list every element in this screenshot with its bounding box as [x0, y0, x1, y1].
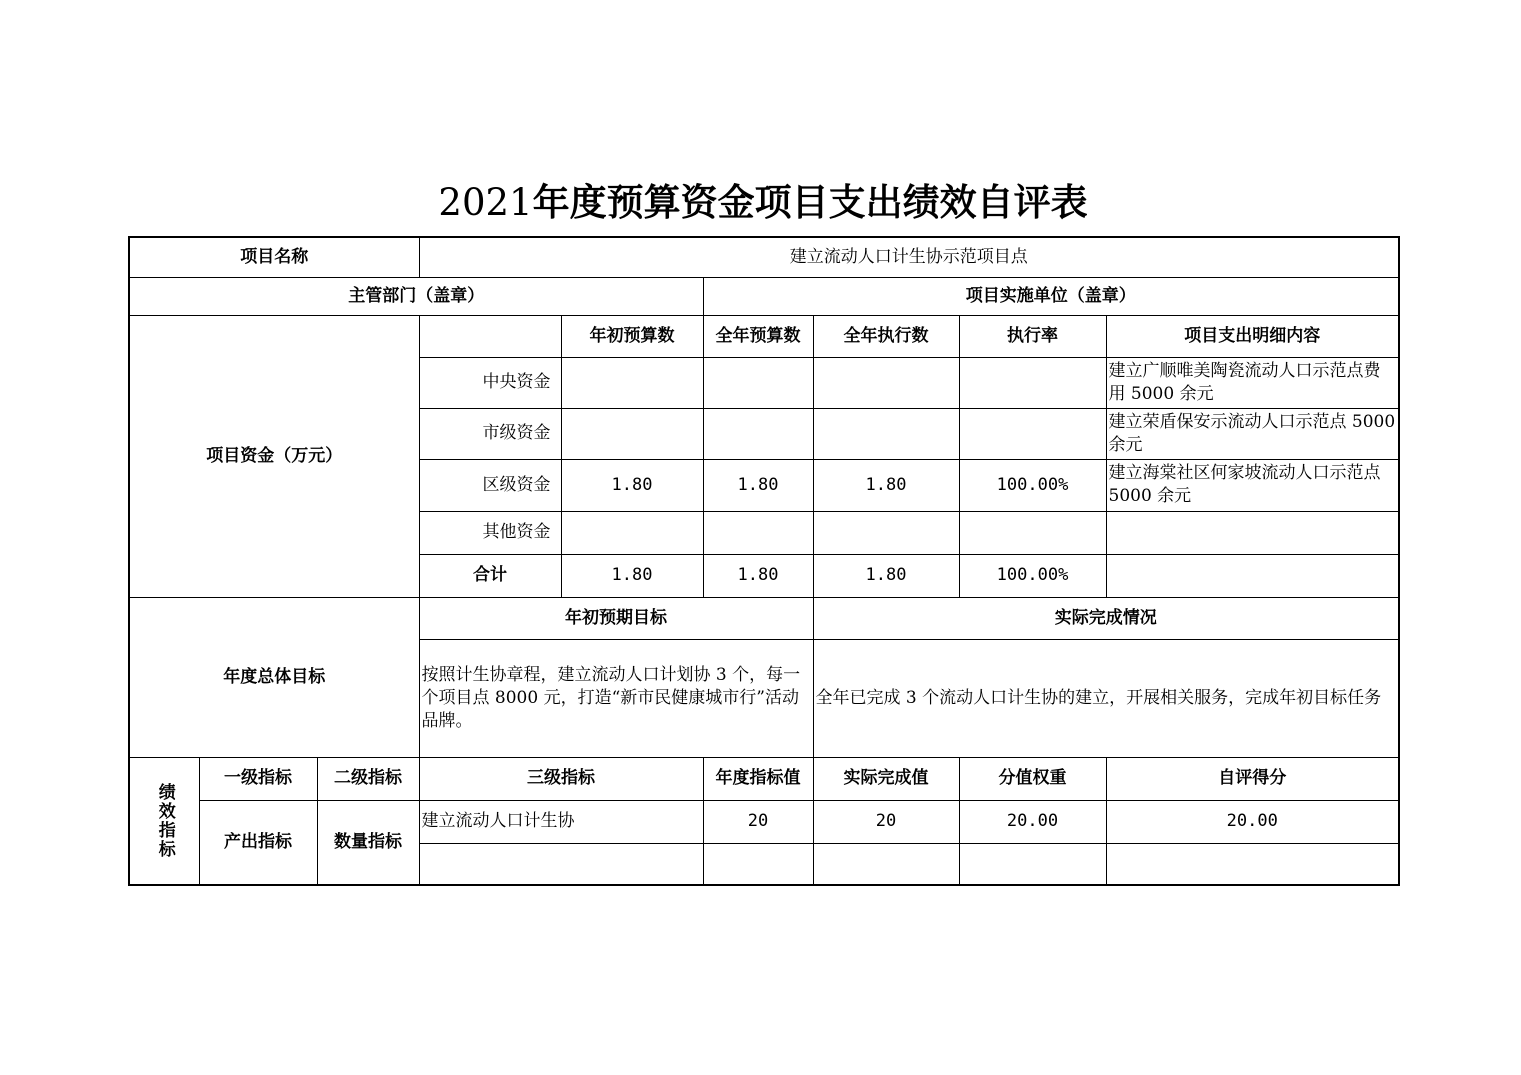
header-initial-budget: 年初预算数: [561, 315, 703, 357]
indicator-level2: 数量指标: [317, 800, 419, 885]
fund-rate: [959, 357, 1106, 408]
evaluation-form-table: [128, 236, 1400, 886]
header-actual: 实际完成值: [813, 757, 959, 800]
fund-name: 区级资金: [419, 459, 561, 511]
department-row: [129, 277, 1399, 315]
fund-rate: [959, 408, 1106, 459]
fund-initial: 1.80: [561, 459, 703, 511]
indicator-actual: 20: [813, 800, 959, 843]
fund-initial: [561, 408, 703, 459]
funds-header-row: [129, 315, 1399, 357]
header-expense-detail: 项目支出明细内容: [1106, 315, 1399, 357]
fund-total-rate: 100.00%: [959, 554, 1106, 597]
fund-name: 市级资金: [419, 408, 561, 459]
fund-name: 其他资金: [419, 511, 561, 554]
fund-annual: [703, 357, 813, 408]
indicator-row: [129, 800, 1399, 843]
fund-detail: 建立荣盾保安示流动人口示范点 5000 余元: [1106, 408, 1399, 459]
fund-detail: 建立海棠社区何家坡流动人口示范点 5000 余元: [1106, 459, 1399, 511]
fund-executed: [813, 511, 959, 554]
fund-total-initial: 1.80: [561, 554, 703, 597]
fund-total-name: 合计: [419, 554, 561, 597]
fund-executed: [813, 357, 959, 408]
fund-total-executed: 1.80: [813, 554, 959, 597]
header-annual-budget: 全年预算数: [703, 315, 813, 357]
header-level3: 三级指标: [419, 757, 703, 800]
header-execution-rate: 执行率: [959, 315, 1106, 357]
planned-goal-text: 按照计生协章程，建立流动人口计划协 3 个，每一个项目点 8000 元，打造“新市民健康城市行”活动品牌。: [419, 639, 813, 757]
indicator-score: 20.00: [1106, 800, 1399, 843]
project-name-value: 建立流动人口计生协示范项目点: [419, 237, 1399, 277]
fund-annual: [703, 511, 813, 554]
fund-annual: 1.80: [703, 459, 813, 511]
indicator-score: [1106, 843, 1399, 885]
project-name-row: [129, 237, 1399, 277]
title-text: 年度预算资金项目支出绩效自评表: [532, 180, 1088, 224]
fund-detail: 建立广顺唯美陶瓷流动人口示范点费用 5000 余元: [1106, 357, 1399, 408]
fund-executed: [813, 408, 959, 459]
header-weight: 分值权重: [959, 757, 1106, 800]
indicator-target: [703, 843, 813, 885]
dept-label: 主管部门（盖章）: [129, 277, 703, 315]
indicator-level3: 建立流动人口计生协: [419, 800, 703, 843]
indicator-weight: [959, 843, 1106, 885]
fund-rate: [959, 511, 1106, 554]
indicators-header-row: [129, 757, 1399, 800]
fund-name: 中央资金: [419, 357, 561, 408]
goals-header-row: [129, 597, 1399, 639]
indicator-target: 20: [703, 800, 813, 843]
fund-initial: [561, 511, 703, 554]
indicator-weight: 20.00: [959, 800, 1106, 843]
fund-annual: [703, 408, 813, 459]
impl-unit-label: 项目实施单位（盖章）: [703, 277, 1399, 315]
goals-label: 年度总体目标: [129, 597, 419, 757]
title-year: 2021: [438, 181, 533, 224]
indicator-level3: [419, 843, 703, 885]
indicators-label-cell: [129, 757, 199, 885]
funds-header-blank: [419, 315, 561, 357]
fund-executed: 1.80: [813, 459, 959, 511]
page-title: [0, 172, 1521, 226]
fund-rate: 100.00%: [959, 459, 1106, 511]
header-score: 自评得分: [1106, 757, 1399, 800]
project-name-label: 项目名称: [129, 237, 419, 277]
actual-goal-text: 全年已完成 3 个流动人口计生协的建立，开展相关服务，完成年初目标任务: [813, 639, 1399, 757]
funds-label: 项目资金（万元）: [129, 315, 419, 597]
header-target: 年度指标值: [703, 757, 813, 800]
header-annual-executed: 全年执行数: [813, 315, 959, 357]
fund-initial: [561, 357, 703, 408]
actual-goal-header: 实际完成情况: [813, 597, 1399, 639]
fund-detail: [1106, 511, 1399, 554]
planned-goal-header: 年初预期目标: [419, 597, 813, 639]
fund-total-detail: [1106, 554, 1399, 597]
header-level2: 二级指标: [317, 757, 419, 800]
header-level1: 一级指标: [199, 757, 317, 800]
indicators-label: 绩效指标: [154, 782, 175, 859]
fund-total-annual: 1.80: [703, 554, 813, 597]
indicator-level1: 产出指标: [199, 800, 317, 885]
indicator-actual: [813, 843, 959, 885]
